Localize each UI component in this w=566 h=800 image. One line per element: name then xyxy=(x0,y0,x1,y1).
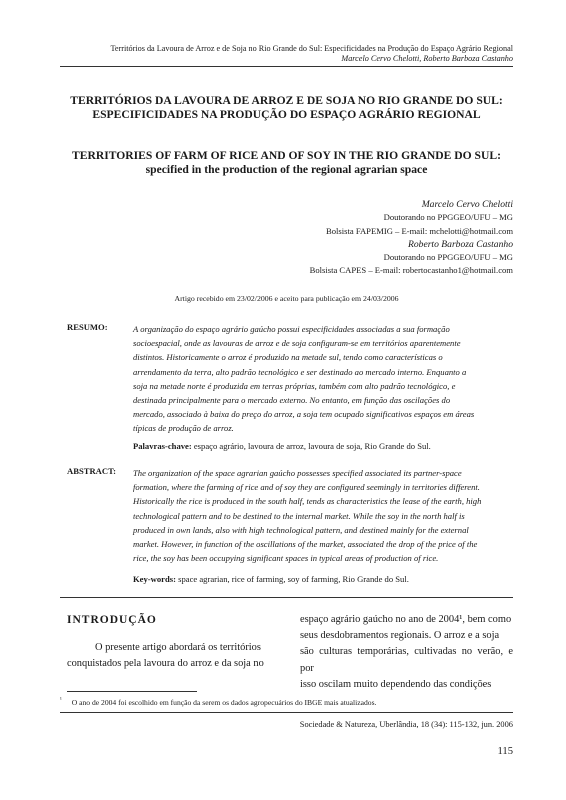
intro-line: isso oscilam muito dependendo das condições xyxy=(300,678,492,690)
resumo-line: socioespacial, onde as lavouras de arroz e de soja configuram-se em territórios aparentemente xyxy=(133,338,461,349)
title-pt-line1: TERRITÓRIOS DA LAVOURA DE ARROZ E DE SOJA NO RIO GRANDE DO SUL: xyxy=(70,94,503,107)
abstract-line: Historically the rice is produced in the south half, tends as characteristics the lease of the earth, high xyxy=(133,496,482,507)
footnote-mark: ¹ xyxy=(60,697,62,703)
intro-line: são culturas temporárias, cultivadas no verão, e por xyxy=(300,646,513,674)
abstract-line: formation, where the farming of rice and of soy they are configured seemingly in territories different. xyxy=(133,482,480,493)
author-affiliation: Doutorando no PPGGEO/UFU – MG xyxy=(383,212,513,223)
author-block xyxy=(250,198,513,278)
footnote-divider xyxy=(67,691,197,692)
received-date: Artigo recebido em 23/02/2006 e aceito para publicação em 24/03/2006 xyxy=(174,294,399,303)
footer-divider xyxy=(60,712,513,713)
abstract-line: technological pattern and to be destined to the internal market. While the soy in the north half is xyxy=(133,510,465,521)
title-en-line1: TERRITORIES OF FARM OF RICE AND OF SOY IN THE RIO GRANDE DO SUL: xyxy=(72,149,501,162)
title-en-line2: specified in the production of the regional agrarian space xyxy=(145,163,428,176)
footnote-text: O ano de 2004 foi escolhido em função da serem os dados agropecuários do IBGE mais atualizados. xyxy=(71,697,377,707)
resumo-line: destinada principalmente para o mercado externo. No entanto, em função das oscilações do xyxy=(133,395,451,406)
intro-line: seus desdobramentos regionais. O arroz e a soja xyxy=(300,630,500,642)
resumo-line: distintos. Historicamente o arroz é produzido na metade sul, tendo como características o xyxy=(133,352,443,363)
resumo-line: típicas de produção de arroz. xyxy=(133,423,234,434)
palavras-chave xyxy=(133,441,513,451)
resumo-label: RESUMO: xyxy=(67,322,108,332)
key-words-label: Key-words: xyxy=(133,574,176,584)
resumo-line: mercado, associado à baixa do preço do arroz, a soja tem ocupado significativos espaços em áreas xyxy=(133,409,475,420)
abstract-line: The organization of the space agrarian gaúcho possesses specified associated its partner-space xyxy=(133,468,462,478)
header-divider xyxy=(60,66,513,67)
running-header-authors: Marcelo Cervo Chelotti, Roberto Barboza Castanho xyxy=(341,54,513,63)
abstract-line: market. However, in function of the oscillations of the market, associated the drop of the price of the xyxy=(133,539,478,550)
abstract-line: rice, the soy has been occupying significant spaces in typical areas of production of rice. xyxy=(133,553,439,564)
section-divider xyxy=(60,597,513,598)
author-name: Marcelo Cervo Chelotti xyxy=(421,199,513,210)
journal-citation: Sociedade & Natureza, Uberlândia, 18 (34): 115-132, jun. 2006 xyxy=(299,720,513,729)
abstract-text xyxy=(133,466,513,565)
author-contact: Bolsista FAPEMIG – E-mail: mchelotti@hotmail.com xyxy=(325,225,513,236)
intro-line: espaço agrário gaúcho no ano de 2004¹, bem como xyxy=(300,614,512,625)
resumo-line: A organização do espaço agrário gaúcho possui especificidades associadas a sua formação xyxy=(133,324,450,334)
intro-line: conquistados pela lavoura do arroz e da soja no xyxy=(67,658,264,670)
key-words-text: space agrarian, rice of farming, soy of farming, Rio Grande do Sul. xyxy=(175,574,409,584)
title-english xyxy=(60,149,513,177)
author-affiliation: Doutorando no PPGGEO/UFU – MG xyxy=(383,252,513,263)
footnote xyxy=(60,697,513,707)
title-portuguese xyxy=(60,94,513,122)
intro-right-column xyxy=(300,612,513,693)
author-name: Roberto Barboza Castanho xyxy=(407,238,513,250)
palavras-chave-label: Palavras-chave: xyxy=(133,441,192,451)
resumo-line: soja na metade norte é produzida em terras próprias, também com alto padrão tecnológico, e xyxy=(133,380,456,391)
page-number: 115 xyxy=(497,746,513,757)
abstract-label: ABSTRACT: xyxy=(67,466,117,476)
running-header-title: Territórios da Lavoura de Arroz e de Soja no Rio Grande do Sul: Especificidades na Produção do Espaço Agrário Regional xyxy=(110,44,513,53)
palavras-chave-text: espaço agrário, lavoura de arroz, lavoura de soja, Rio Grande do Sul. xyxy=(191,441,431,451)
resumo-line: arrendamento da terra, alto padrão tecnológico e ser destinado ao mercado interno. Enquanto a xyxy=(133,366,467,377)
intro-line: O presente artigo abordará os territórios xyxy=(95,642,261,653)
author-contact: Bolsista CAPES – E-mail: robertocastanho1@hotmail.com xyxy=(309,265,513,276)
title-pt-line2: ESPECIFICIDADES NA PRODUÇÃO DO ESPAÇO AGRÁRIO REGIONAL xyxy=(92,108,481,121)
resumo-text xyxy=(133,322,513,436)
abstract-line: produced in own lands, also with high technological pattern, and destined mainly for the external xyxy=(133,524,469,535)
intro-left-column xyxy=(67,640,283,672)
key-words xyxy=(133,574,513,584)
intro-heading: INTRODUÇÃO xyxy=(67,614,157,626)
